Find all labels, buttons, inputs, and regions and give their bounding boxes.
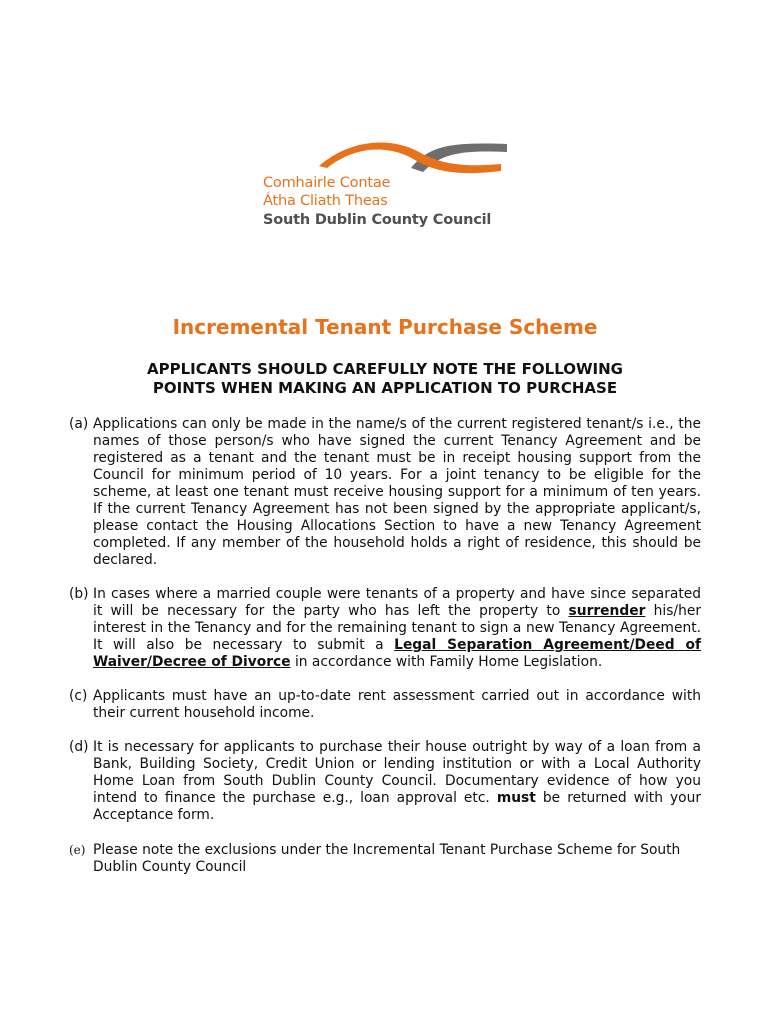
item-b-text-2: his/her interest in the Tenancy and for the remaining tenant to sign a new Tenancy Agreement. It will also be necessary to submit a (93, 603, 701, 653)
item-b-text-3: in accordance with Family Home Legislation. (290, 654, 603, 670)
list-marker: (b) (69, 586, 89, 602)
conditions-list (69, 416, 701, 876)
list-item-text: Please note the exclusions under the Incremental Tenant Purchase Scheme for South Dublin County Council (93, 842, 681, 875)
list-marker: (c) (69, 688, 88, 704)
list-item-text: Applications can only be made in the name/s of the current registered tenant/s i.e., the names of those person/s who have signed the current Tenancy Agreement and be registered as a tenant and the tenant must be in receipt housing support from the Council for minimum period of 10 years. For a joint tenancy to be eligible for the scheme, at least one tenant must receive housing support for a minimum of ten years. If the current Tenancy Agreement has not been signed by the appropriate applicant/s, please contact the Housing Allocations Section to have a new Tenancy Agreement completed. If any member of the household holds a right of residence, this should be declared. (93, 416, 701, 568)
list-item-b (69, 586, 701, 671)
page-title: Incremental Tenant Purchase Scheme (172, 315, 598, 339)
must-emphasis: must (496, 790, 536, 806)
list-marker: (d) (69, 739, 89, 755)
logo-text-irish-1: Comhairle Contae (263, 175, 391, 191)
surrender-emphasis: surrender (568, 603, 646, 619)
logo-text-english: South Dublin County Council (263, 212, 492, 228)
legal-documents-emphasis: Legal Separation Agreement/Deed of Waiver/Decree of Divorce (93, 637, 702, 670)
subtitle-line-1: APPLICANTS SHOULD CAREFULLY NOTE THE FOLLOWING (147, 360, 623, 378)
list-item-d (69, 739, 701, 824)
logo-swoosh-icon (319, 138, 509, 176)
list-item-c (69, 688, 701, 722)
item-d-text-1: It is necessary for applicants to purchase their house outright by way of a loan from a Bank, Building Society, Credit Union or lending institution or with a Local Authority Home Loan from South Dublin County Council. Documentary evidence of how you intend to finance the purchase e.g., loan approval etc. (93, 739, 701, 806)
list-item-text (93, 586, 701, 671)
list-marker: (e) (69, 843, 86, 857)
list-item-text (93, 739, 701, 824)
list-item-text: Applicants must have an up-to-date rent assessment carried out in accordance with their current household income. (93, 688, 701, 721)
page-subtitle (0, 360, 770, 398)
list-item-a (69, 416, 701, 569)
list-item-e (69, 842, 701, 876)
logo-text-irish-2: Átha Cliath Theas (263, 193, 388, 209)
item-d-text-2: be returned with your Acceptance form. (93, 790, 702, 823)
council-logo (263, 138, 513, 233)
subtitle-line-2: POINTS WHEN MAKING AN APPLICATION TO PURCHASE (152, 379, 618, 397)
list-marker: (a) (69, 416, 89, 432)
item-b-text-1: In cases where a married couple were tenants of a property and have since separated it will be necessary for the party who has left the property to (93, 586, 701, 619)
